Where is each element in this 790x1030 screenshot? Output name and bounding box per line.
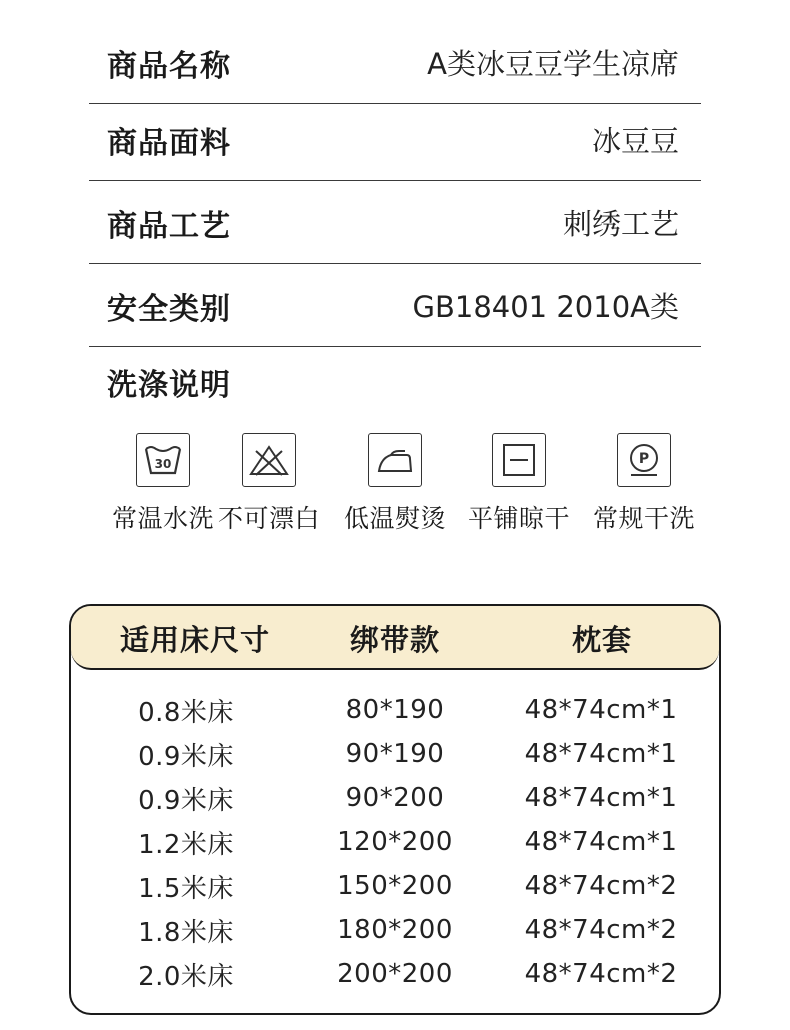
- table-row: [71, 908, 719, 952]
- cell-bed-size: 1.2米床: [138, 829, 234, 860]
- spec-value: A类冰豆豆学生凉席: [427, 47, 679, 81]
- header-pillowcase: 枕套: [571, 622, 632, 657]
- spec-value: 刺绣工艺: [562, 207, 679, 241]
- spec-label: 商品工艺: [107, 208, 231, 244]
- cell-bed-size: 2.0米床: [138, 961, 234, 992]
- size-table: [69, 604, 721, 1015]
- wash-item-iron: [332, 433, 458, 543]
- wash-30-icon: [136, 433, 190, 487]
- wash-label: 常规干洗: [592, 504, 695, 533]
- wash-temp: 30: [154, 457, 172, 471]
- no-bleach-icon: [242, 433, 296, 487]
- cell-bed-size: 0.9米床: [138, 741, 234, 772]
- cell-strap-size: 120*200: [337, 827, 453, 857]
- cell-pillowcase: 48*74cm*2: [524, 871, 678, 901]
- spec-label: 安全类别: [107, 291, 231, 327]
- size-table-header: [71, 606, 719, 670]
- spec-row-safety: [89, 265, 701, 347]
- cell-bed-size: 0.9米床: [138, 785, 234, 816]
- dry-clean-p-icon: [617, 433, 671, 487]
- table-row: [71, 776, 719, 820]
- cell-pillowcase: 48*74cm*1: [524, 695, 678, 725]
- table-row: [71, 732, 719, 776]
- cell-bed-size: 1.5米床: [138, 873, 234, 904]
- wash-label: 低温熨烫: [343, 504, 446, 533]
- wash-item-no-bleach: [206, 433, 332, 543]
- cell-pillowcase: 48*74cm*1: [524, 739, 678, 769]
- spec-row-craft: [89, 182, 701, 264]
- cell-pillowcase: 48*74cm*1: [524, 827, 678, 857]
- wash-title: 洗涤说明: [107, 368, 231, 403]
- wash-label: 常温水洗: [111, 504, 214, 533]
- cell-strap-size: 90*190: [345, 739, 445, 769]
- spec-value: 冰豆豆: [591, 124, 679, 158]
- header-bed-size: 适用床尺寸: [119, 622, 270, 657]
- table-row: [71, 820, 719, 864]
- cell-strap-size: 180*200: [337, 915, 453, 945]
- table-row: [71, 952, 719, 996]
- spec-label: 商品名称: [107, 48, 231, 84]
- table-row: [71, 864, 719, 908]
- wash-label: 不可漂白: [217, 504, 320, 533]
- low-iron-icon: [368, 433, 422, 487]
- cell-strap-size: 90*200: [345, 783, 445, 813]
- table-row: [71, 688, 719, 732]
- cell-pillowcase: 48*74cm*2: [524, 959, 678, 989]
- wash-item-flat-dry: [456, 433, 582, 543]
- wash-item-dry-clean: [581, 433, 707, 543]
- cell-strap-size: 150*200: [337, 871, 453, 901]
- wash-label: 平铺晾干: [467, 504, 570, 533]
- dry-clean-letter: P: [638, 451, 650, 467]
- cell-pillowcase: 48*74cm*1: [524, 783, 678, 813]
- cell-pillowcase: 48*74cm*2: [524, 915, 678, 945]
- cell-strap-size: 80*190: [345, 695, 445, 725]
- spec-value: GB18401 2010A类: [412, 290, 679, 324]
- cell-strap-size: 200*200: [337, 959, 453, 989]
- flat-dry-icon: [492, 433, 546, 487]
- header-strap-type: 绑带款: [349, 622, 440, 657]
- cell-bed-size: 1.8米床: [138, 917, 234, 948]
- spec-row-name: [89, 22, 701, 104]
- cell-bed-size: 0.8米床: [138, 697, 234, 728]
- spec-label: 商品面料: [107, 125, 231, 161]
- spec-row-fabric: [89, 99, 701, 181]
